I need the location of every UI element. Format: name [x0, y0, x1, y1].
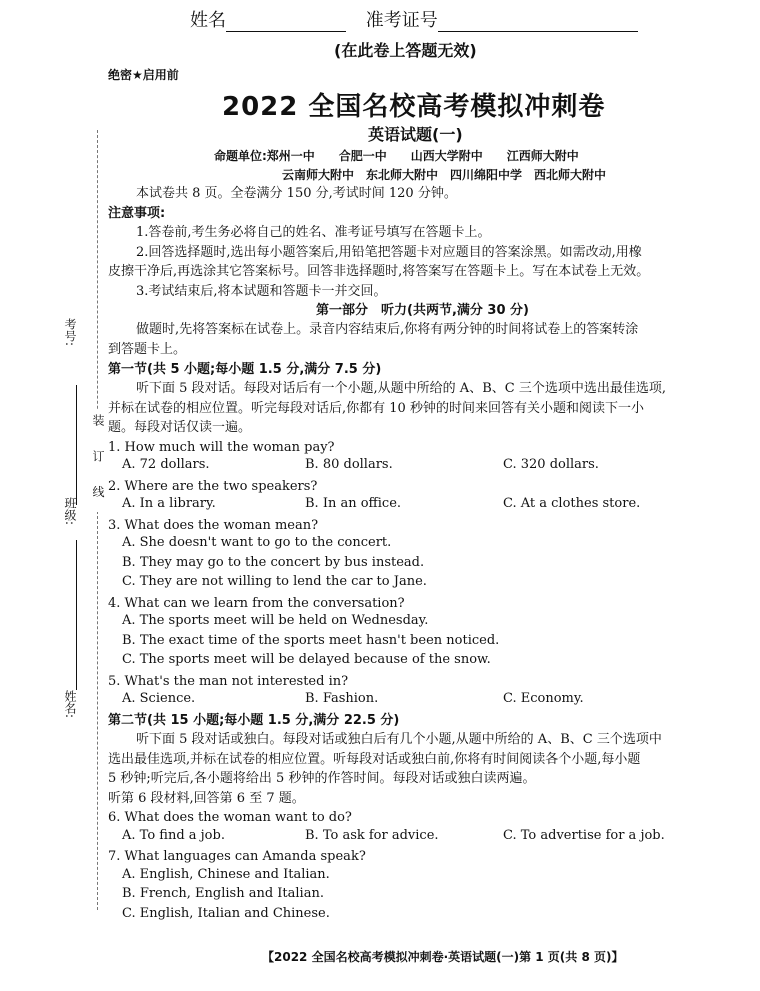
binding-exam-no-label: 考号:: [63, 318, 77, 347]
question-1-option-a: A. 72 dollars.: [122, 457, 210, 472]
ticket-field[interactable]: [438, 9, 638, 32]
binding-margin: [0, 0, 105, 991]
question-5-option-b: B. Fashion.: [305, 691, 379, 706]
section2-desc-3: 5 秒钟;听完后,各小题将给出 5 秒钟的作答时间。每段对话或独白读两遍。: [108, 771, 536, 786]
section1-heading: 第一节(共 5 小题;每小题 1.5 分,满分 7.5 分): [108, 362, 382, 377]
question-2-option-c: C. At a clothes store.: [503, 496, 641, 511]
section1-desc-1: 听下面 5 段对话。每段对话后有一个小题,从题中所给的 A、B、C 三个选项中选出最佳选项,: [136, 381, 666, 396]
question-7-option-b: B. French, English and Italian.: [122, 886, 324, 901]
intro-text: 本试卷共 8 页。全卷满分 150 分,考试时间 120 分钟。: [136, 186, 457, 201]
binding-name-label: 姓名:: [63, 690, 77, 719]
name-field[interactable]: [226, 9, 346, 32]
page-title: 2022 全国名校高考模拟冲刺卷: [222, 92, 606, 122]
question-4-option-c: C. The sports meet will be delayed because of the snow.: [122, 652, 491, 667]
units-line-2: 云南师大附中 东北师大附中 四川绵阳中学 西北师大附中: [282, 168, 607, 182]
cut-dashed-line: [97, 130, 98, 910]
question-2-stem: 2. Where are the two speakers?: [108, 479, 318, 494]
question-2-option-a: A. In a library.: [122, 496, 216, 511]
question-5-stem: 5. What's the man not interested in?: [108, 674, 349, 689]
secret-label: 绝密★启用前: [108, 68, 179, 82]
question-5-option-c: C. Economy.: [503, 691, 584, 706]
section1-desc-2: 并标在试卷的相应位置。听完每段对话后,你都有 10 秒钟的时间来回答有关小题和阅读下一小: [108, 401, 644, 416]
note-item-2a: 2.回答选择题时,选出每小题答案后,用铅笔把答题卡对应题目的答案涂黑。如需改动,用橡: [136, 245, 642, 260]
ticket-label: 准考证号: [365, 10, 438, 31]
question-1-option-c: C. 320 dollars.: [503, 457, 599, 472]
question-4-option-b: B. The exact time of the sports meet hasn't been noticed.: [122, 633, 500, 648]
question-6-option-b: B. To ask for advice.: [305, 828, 439, 843]
question-3-option-a: A. She doesn't want to go to the concert.: [122, 535, 392, 550]
question-4-option-a: A. The sports meet will be held on Wednesday.: [122, 613, 429, 628]
question-4-stem: 4. What can we learn from the conversation?: [108, 596, 405, 611]
question-3-option-b: B. They may go to the concert by bus instead.: [122, 555, 425, 570]
question-2-option-b: B. In an office.: [305, 496, 402, 511]
section2-desc-2: 选出最佳选项,并标在试卷的相应位置。听每段对话或独白前,你将有时间阅读各个小题,每小题: [108, 752, 641, 767]
section2-heading: 第二节(共 15 小题;每小题 1.5 分,满分 22.5 分): [108, 713, 400, 728]
question-1-option-b: B. 80 dollars.: [305, 457, 393, 472]
name-ticket-row: [190, 6, 638, 32]
section2-material: 听第 6 段材料,回答第 6 至 7 题。: [108, 791, 305, 806]
question-1-stem: 1. How much will the woman pay?: [108, 440, 335, 455]
section1-desc-3: 题。每段对话仅读一遍。: [108, 420, 252, 435]
cut-line-label: 装 订 线: [90, 410, 107, 512]
question-3-option-c: C. They are not willing to lend the car to Jane.: [122, 574, 427, 589]
binding-class-label: 班级:: [63, 497, 77, 526]
question-7-option-a: A. English, Chinese and Italian.: [122, 867, 330, 882]
question-6-stem: 6. What does the woman want to do?: [108, 810, 352, 825]
page-footer: 【2022 全国名校高考模拟冲刺卷·英语试题(一)第 1 页(共 8 页)】: [262, 950, 624, 964]
notes-heading: 注意事项:: [108, 206, 166, 221]
question-5-option-a: A. Science.: [122, 691, 196, 706]
part1-heading: 第一部分 听力(共两节,满分 30 分): [316, 303, 529, 318]
part1-desc-1: 做题时,先将答案标在试卷上。录音内容结束后,你将有两分钟的时间将试卷上的答案转涂: [136, 322, 639, 337]
binding-line-bottom: [76, 540, 77, 690]
section2-desc-1: 听下面 5 段对话或独白。每段对话或独白后有几个小题,从题中所给的 A、B、C 三个选项中: [136, 732, 662, 747]
name-label: 姓名: [190, 10, 226, 31]
binding-line-top: [76, 385, 77, 505]
units-line-1: 命题单位:郑州一中 合肥一中 山西大学附中 江西师大附中: [214, 149, 579, 163]
page-subtitle: 英语试题(一): [368, 125, 463, 144]
note-item-2b: 皮擦干净后,再选涂其它答案标号。回答非选择题时,将答案写在答题卡上。写在本试卷上无效。: [108, 264, 650, 279]
invalid-notice: (在此卷上答题无效): [334, 41, 477, 60]
question-7-stem: 7. What languages can Amanda speak?: [108, 849, 366, 864]
note-item-3: 3.考试结束后,将本试题和答题卡一并交回。: [136, 284, 387, 299]
question-7-option-c: C. English, Italian and Chinese.: [122, 906, 330, 921]
question-3-stem: 3. What does the woman mean?: [108, 518, 319, 533]
question-6-option-a: A. To find a job.: [122, 828, 225, 843]
part1-desc-2: 到答题卡上。: [108, 342, 187, 357]
question-6-option-c: C. To advertise for a job.: [503, 828, 665, 843]
note-item-1: 1.答卷前,考生务必将自己的姓名、准考证号填写在答题卡上。: [136, 225, 491, 240]
